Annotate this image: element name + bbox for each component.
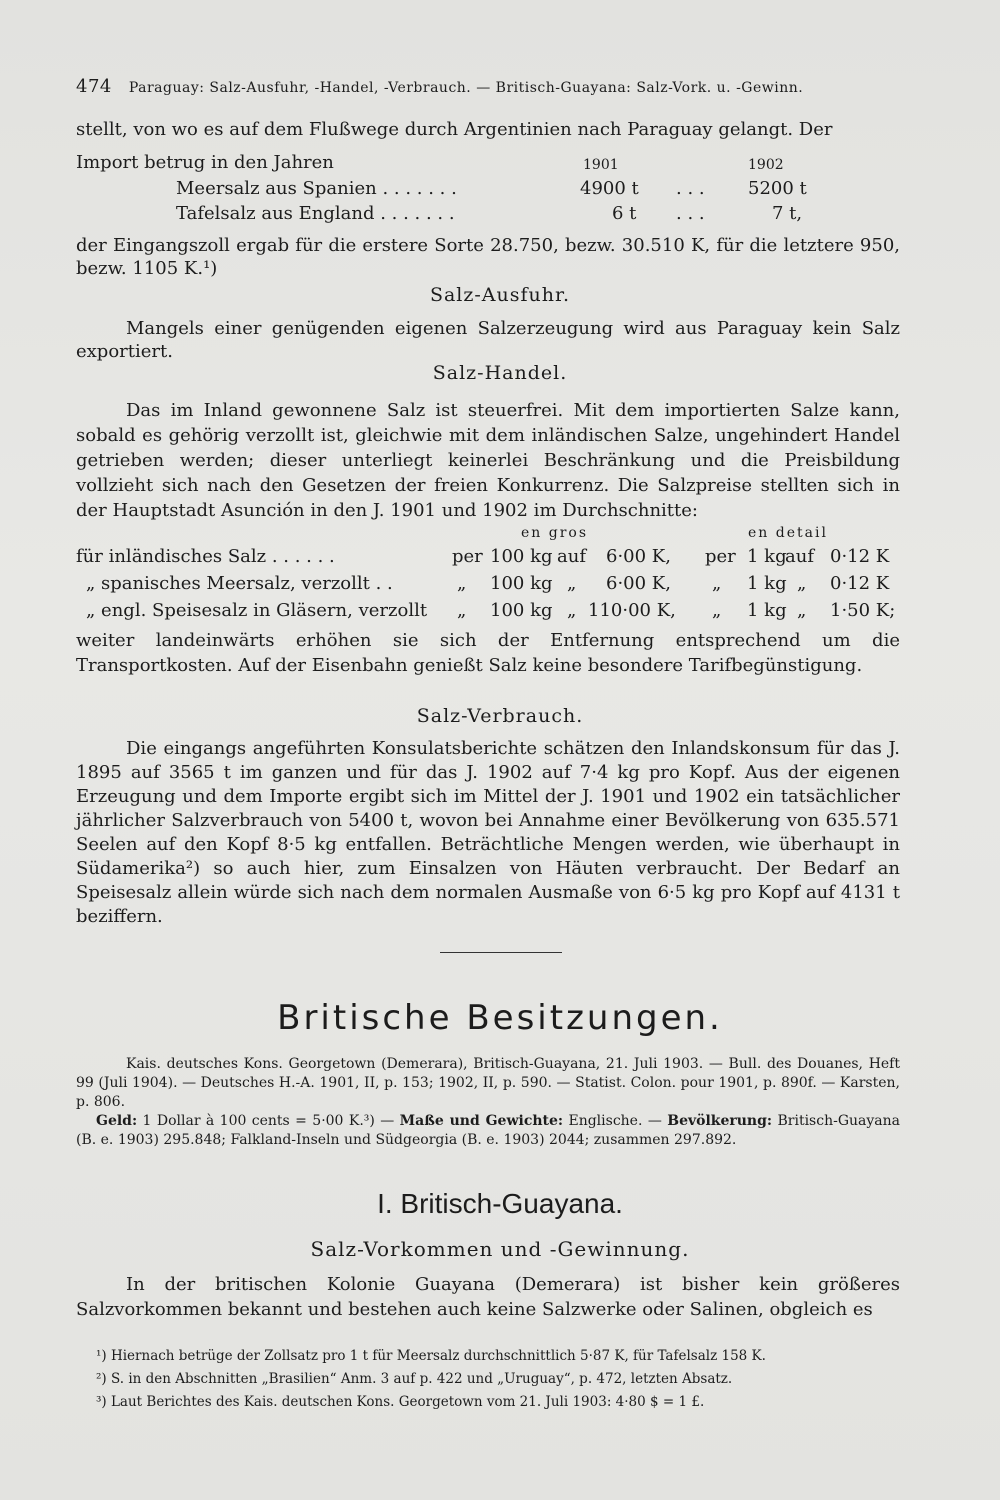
year-1901: 1901 <box>583 157 619 173</box>
chapter-heading-britisch-guayana: I. Britisch-Guayana. <box>377 1188 623 1219</box>
price-row-auf-detail: „ <box>797 600 807 621</box>
price-row-qty: 100 kg <box>490 573 553 594</box>
price-row-price-engros: 6·00 K, <box>606 573 671 594</box>
import-row-label: Meersalz aus Spanien . . . . . . . <box>176 178 457 199</box>
import-row-1902: 7 t, <box>772 203 803 224</box>
price-row-per-detail: „ <box>712 600 722 621</box>
price-row-per: „ <box>457 573 467 594</box>
price-row-qty: 100 kg <box>490 546 553 567</box>
salz-handel-text: Das im Inland gewonnene Salz ist steuerfrei. Mit dem importierten Salze kann, sobald es gehörig verzollt ist, gleichwie mit dem inländischen Salze, ungehindert Handel getrieben werden; dieser unterliegt keinerlei Beschränkung und die Preisbildung vollzieht sich nach den Gesetzen der freien Konkurrenz. Die Salzpreise stellten sich in der Hauptstadt Asunción in den J. 1901 und 1902 im Durchschnitte: <box>76 400 900 521</box>
bevoelkerung-label: Bevölkerung: <box>667 1113 773 1129</box>
section-heading-salz-vorkommen: Salz-Vorkommen und -Gewinnung. <box>310 1237 690 1261</box>
price-row-price-detail: 0·12 K <box>830 546 890 567</box>
price-row-label: „ engl. Speisesalz in Gläsern, verzollt <box>86 600 428 621</box>
running-head <box>76 76 906 97</box>
price-col-engros: en gros <box>521 525 589 541</box>
geld-label: Geld: <box>96 1113 138 1129</box>
britische-facts <box>76 1112 900 1150</box>
year-1902: 1902 <box>748 157 784 173</box>
import-intro-line2: Import betrug in den Jahren <box>76 152 334 173</box>
section-heading-salz-ausfuhr: Salz-Ausfuhr. <box>429 284 571 306</box>
part-heading-britische-besitzungen: Britische Besitzungen. <box>277 998 723 1038</box>
britische-sources: Kais. deutsches Kons. Georgetown (Demerara), Britisch-Guayana, 21. Juli 1903. — Bull. des Douanes, Heft 99 (Juli 1904). — Deutsches H.-A. 1901, II, p. 153; 1902, II, p. 590. — Statist. Colon. pour 1901, p. 890f. — Karsten, p. 806. <box>76 1056 900 1110</box>
price-row-price-detail: 0·12 K <box>830 573 890 594</box>
price-row-per-detail: „ <box>712 573 722 594</box>
price-row-price-detail: 1·50 K; <box>830 600 896 621</box>
section-divider <box>440 952 562 953</box>
price-row-label: „ spanisches Meersalz, verzollt . . <box>86 573 393 594</box>
guayana-text: In der britischen Kolonie Guayana (Demerara) ist bisher kein größeres Salzvorkommen bekannt und bestehen auch keine Salzwerke oder Salinen, obgleich es <box>76 1274 900 1320</box>
geld-text: 1 Dollar à 100 cents = 5·00 K.³) — <box>142 1113 395 1129</box>
salz-verbrauch-text: Die eingangs angeführten Konsulatsberichte schätzen den Inlandskonsum für das J. 1895 auf 3565 t im ganzen und für das J. 1902 auf 7·4 kg pro Kopf. Aus der eigenen Erzeugung und dem Importe ergibt sich im Mittel der J. 1901 und 1902 ein tatsächlicher jährlicher Salzverbrauch von 5400 t, wovon bei Annahme einer Bevölkerung von 635.571 Seelen auf den Kopf 8·5 kg entfallen. Beträchtliche Mengen werden, wie überhaupt in Südamerika²) so auch hier, zum Einsalzen von Häuten verbraucht. Der Bedarf an Speisesalz allein würde sich nach dem normalen Ausmaße von 6·5 kg pro Kopf auf 4131 t beziffern. <box>76 738 900 927</box>
price-row-per: per <box>452 546 483 567</box>
bevoelkerung-text: Britisch-Guayana (B. e. 1903) 295.848; Falkland-Inseln und Südgeorgia (B. e. 1903) 2044; zusammen 297.892. <box>76 1113 900 1148</box>
running-head-text: Paraguay: Salz-Ausfuhr, -Handel, -Verbrauch. — Britisch-Guayana: Salz-Vork. u. -Gewinn. <box>128 80 804 96</box>
price-col-detail: en detail <box>748 525 828 541</box>
price-row-qty-detail: 1 kg <box>747 546 787 567</box>
salz-ausfuhr-text: Mangels einer genügenden eigenen Salzerzeugung wird aus Paraguay kein Salz exportiert. <box>76 318 900 362</box>
price-row-label: für inländisches Salz . . . . . . <box>76 546 335 567</box>
price-row-auf: auf <box>557 546 586 567</box>
footnote-2: ²) S. in den Abschnitten „Brasilien“ Anm. 3 auf p. 422 und „Uruguay“, p. 472, letzten Absatz. <box>96 1371 733 1387</box>
import-row-dots: . . . <box>676 178 705 199</box>
import-row-dots: . . . <box>676 203 705 224</box>
footnote-3: ³) Laut Berichtes des Kais. deutschen Kons. Georgetown vom 21. Juli 1903: 4·80 $ = 1 £. <box>96 1394 705 1410</box>
import-row-1901: 6 t <box>612 203 637 224</box>
tariff-paragraph: der Eingangszoll ergab für die erstere Sorte 28.750, bezw. 30.510 K, für die letztere 950, bezw. 1105 K.¹) <box>76 235 900 279</box>
price-row-qty: 100 kg <box>490 600 553 621</box>
import-intro-line1: stellt, von wo es auf dem Flußwege durch Argentinien nach Paraguay gelangt. Der <box>76 119 833 140</box>
price-row-auf-detail: „ <box>797 573 807 594</box>
import-row-1901: 4900 t <box>580 178 639 199</box>
masse-text: Englische. — <box>568 1113 662 1129</box>
masse-label: Maße und Gewichte: <box>399 1113 564 1129</box>
price-row-price-engros: 110·00 K, <box>588 600 676 621</box>
transport-paragraph: weiter landeinwärts erhöhen sie sich der Entfernung entsprechend um die Transportkosten. Auf der Eisenbahn genießt Salz keine besondere Tarifbegünstigung. <box>76 630 900 676</box>
price-row-per: „ <box>457 600 467 621</box>
price-row-auf: „ <box>567 573 577 594</box>
import-row-label: Tafelsalz aus England . . . . . . . <box>176 203 455 224</box>
footnote-1: ¹) Hiernach betrüge der Zollsatz pro 1 t für Meersalz durchschnittlich 5·87 K, für Tafelsalz 158 K. <box>96 1348 766 1364</box>
price-row-auf: „ <box>567 600 577 621</box>
price-row-price-engros: 6·00 K, <box>606 546 671 567</box>
section-heading-salz-verbrauch: Salz-Verbrauch. <box>416 705 584 727</box>
page-number: 474 <box>76 76 112 97</box>
price-row-qty-detail: 1 kg <box>747 600 787 621</box>
price-row-auf-detail: auf <box>785 546 814 567</box>
import-row-1902: 5200 t <box>748 178 807 199</box>
price-row-per-detail: per <box>705 546 736 567</box>
section-heading-salz-handel: Salz-Handel. <box>432 362 568 384</box>
price-row-qty-detail: 1 kg <box>747 573 787 594</box>
